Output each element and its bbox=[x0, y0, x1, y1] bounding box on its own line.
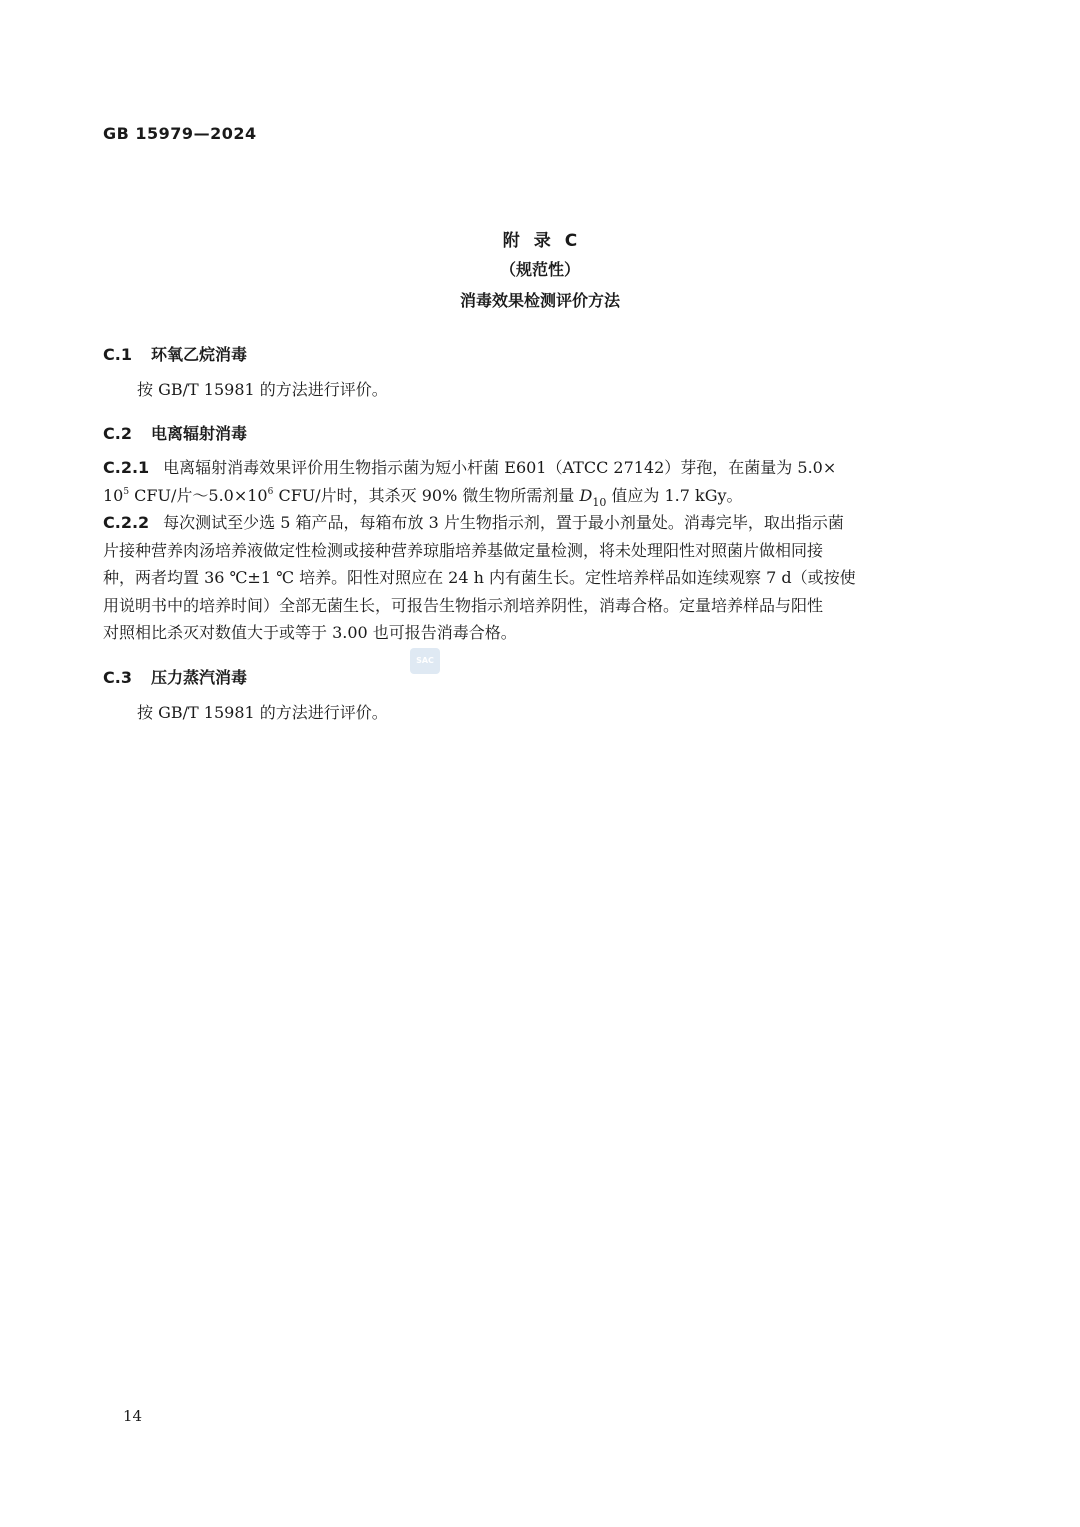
clause-text: 值应为 1.7 kGy。 bbox=[606, 485, 743, 505]
superscript: 6 bbox=[267, 486, 274, 497]
clause-line: 种，两者均置 36 ℃±1 ℃ 培养。阳性对照应在 24 h 内有菌生长。定性培养样品如连续观察 7 d（或按使 bbox=[103, 568, 856, 587]
clause-text: 电离辐射消毒效果评价用生物指示菌为短小杆菌 E601（ATCC 27142）芽孢，在菌量为 5.0× bbox=[163, 458, 837, 477]
annex-label-part: 录 bbox=[533, 231, 551, 251]
annex-letter: C bbox=[564, 231, 578, 251]
subscript: 10 bbox=[592, 495, 607, 509]
sac-watermark-logo: SAC bbox=[410, 648, 440, 674]
section-title: 电离辐射消毒 bbox=[151, 424, 248, 443]
clause-line: 用说明书中的培养时间）全部无菌生长，可报告生物指示剂培养阴性，消毒合格。定量培养样品与阳性 bbox=[103, 595, 824, 615]
document-code-header: GB 15979—2024 bbox=[103, 124, 257, 143]
clause-text: CFU/片时，其杀灭 90% 微生物所需剂量 bbox=[273, 485, 580, 505]
clause-number: C.2.2 bbox=[103, 513, 150, 532]
clause-text: CFU/片～5.0×10 bbox=[129, 485, 268, 505]
clause-line: 片接种营养肉汤培养液做定性检测或接种营养琼脂培养基做定量检测，将未处理阳性对照菌片做相同接 bbox=[103, 540, 824, 560]
section-heading-c3 bbox=[103, 665, 247, 688]
clause-line bbox=[103, 482, 941, 510]
clause-text: 10 bbox=[103, 485, 124, 505]
section-heading-c1 bbox=[103, 342, 247, 365]
annex-title: 消毒效果检测评价方法 bbox=[459, 291, 620, 310]
section-title: 压力蒸汽消毒 bbox=[151, 668, 248, 687]
clause-c22 bbox=[103, 509, 941, 647]
annex-nature: （规范性） bbox=[499, 260, 580, 279]
clause-text: 每次测试至少选 5 箱产品，每箱布放 3 片生物指示剂，置于最小剂量处。消毒完毕，取出指示菌 bbox=[163, 513, 844, 532]
section-number: C.3 bbox=[103, 668, 132, 687]
dose-symbol: D bbox=[579, 485, 593, 505]
section-number: C.1 bbox=[103, 345, 132, 364]
superscript: 5 bbox=[123, 486, 130, 497]
section-number: C.2 bbox=[103, 424, 132, 443]
clause-line bbox=[103, 509, 941, 537]
section-title: 环氧乙烷消毒 bbox=[151, 345, 248, 364]
annex-label-part: 附 bbox=[502, 231, 520, 251]
clause-line: 对照相比杀灭对数值大于或等于 3.00 也可报告消毒合格。 bbox=[103, 623, 517, 642]
section-heading-c2 bbox=[103, 421, 247, 444]
section-body-c1: 按 GB/T 15981 的方法进行评价。 bbox=[137, 380, 388, 399]
page-number: 14 bbox=[123, 1407, 143, 1425]
clause-c21 bbox=[103, 454, 941, 509]
section-body-c3: 按 GB/T 15981 的方法进行评价。 bbox=[137, 703, 388, 722]
annex-label bbox=[0, 226, 1080, 251]
clause-number: C.2.1 bbox=[103, 458, 150, 477]
clause-line bbox=[103, 454, 941, 482]
